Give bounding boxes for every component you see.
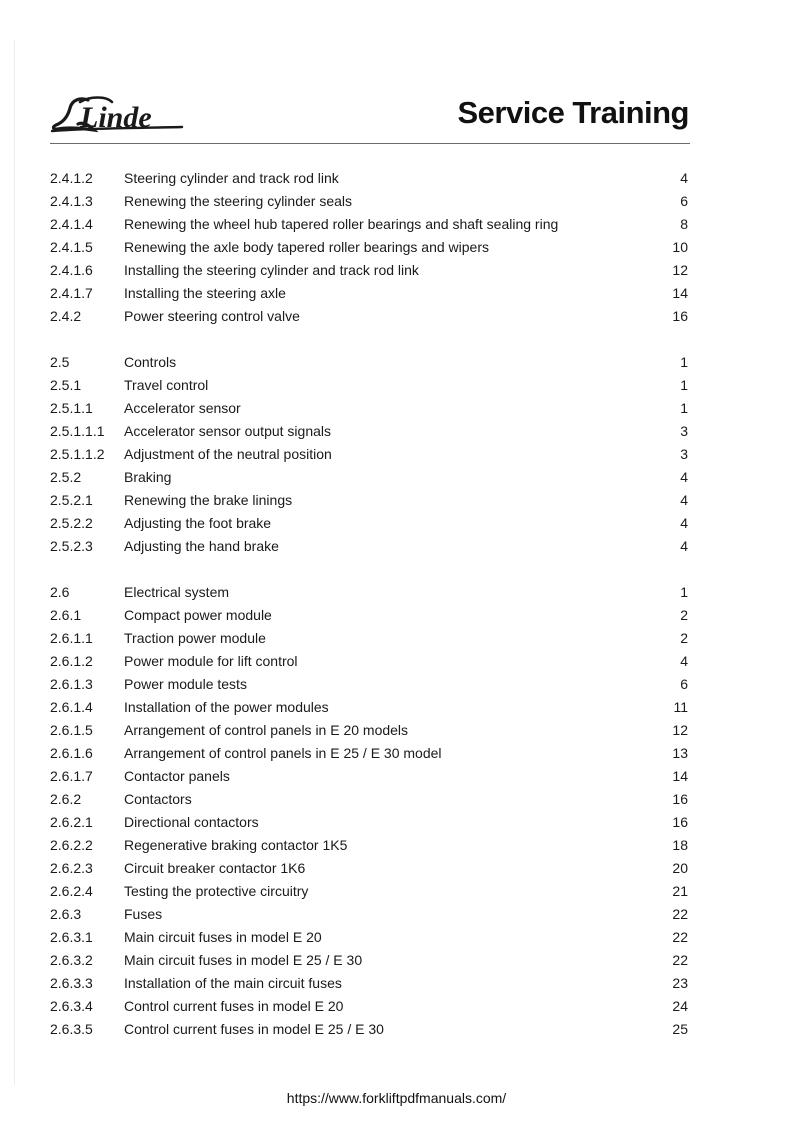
- toc-page: 3: [680, 446, 688, 462]
- toc-title: Power steering control valve: [124, 308, 300, 324]
- toc-entry: [50, 604, 690, 627]
- toc-page: 6: [680, 676, 688, 692]
- toc-title: Fuses: [124, 906, 163, 922]
- toc-title: Control current fuses in model E 25 / E 30: [124, 1021, 384, 1037]
- toc-number: 2.6.1.4: [50, 699, 93, 715]
- toc-number: 2.4.1.6: [50, 262, 93, 278]
- toc-entry: [50, 811, 690, 834]
- toc-number: 2.5.2.2: [50, 515, 93, 531]
- toc-page: 4: [680, 469, 688, 485]
- toc-number: 2.4.1.7: [50, 285, 93, 301]
- toc-title: Power module for lift control: [124, 653, 298, 669]
- toc-number: 2.5.2.1: [50, 492, 93, 508]
- toc-number: 2.6.1.7: [50, 768, 93, 784]
- toc-entry: [50, 581, 690, 604]
- toc-title: Steering cylinder and track rod link: [124, 170, 339, 186]
- toc-title: Contactors: [124, 791, 192, 807]
- toc-entry: [50, 765, 690, 788]
- toc-entry: [50, 305, 690, 328]
- toc-page: 4: [680, 515, 688, 531]
- toc-entry: [50, 351, 690, 374]
- page-edge-line: [14, 40, 15, 1085]
- toc-entry: [50, 236, 690, 259]
- toc-number: 2.5.1: [50, 377, 82, 393]
- toc-page: 22: [672, 906, 688, 922]
- toc-entry: [50, 972, 690, 995]
- table-of-contents: [50, 167, 690, 1064]
- toc-entry: [50, 397, 690, 420]
- toc-title: Installing the steering axle: [124, 285, 286, 301]
- page-header: [50, 92, 690, 142]
- toc-title: Travel control: [124, 377, 209, 393]
- toc-number: 2.6.3.3: [50, 975, 93, 991]
- toc-number: 2.6.1.3: [50, 676, 93, 692]
- toc-entry: [50, 466, 690, 489]
- toc-number: 2.6.1: [50, 607, 82, 623]
- toc-title: Accelerator sensor output signals: [124, 423, 331, 439]
- toc-entry: [50, 788, 690, 811]
- toc-number: 2.4.1.4: [50, 216, 93, 232]
- toc-title: Main circuit fuses in model E 20: [124, 929, 322, 945]
- svg-text:Linde: Linde: [80, 101, 152, 134]
- toc-entry: [50, 742, 690, 765]
- toc-number: 2.6.3: [50, 906, 82, 922]
- toc-title: Power module tests: [124, 676, 247, 692]
- toc-title: Installing the steering cylinder and track rod link: [124, 262, 419, 278]
- toc-number: 2.4.1.3: [50, 193, 93, 209]
- toc-title: Circuit breaker contactor 1K6: [124, 860, 306, 876]
- toc-title: Installation of the main circuit fuses: [124, 975, 342, 991]
- toc-number: 2.6.2.1: [50, 814, 93, 830]
- toc-page: 6: [680, 193, 688, 209]
- toc-page: 1: [680, 377, 688, 393]
- toc-entry: [50, 650, 690, 673]
- toc-page: 14: [672, 768, 688, 784]
- toc-page: 16: [672, 308, 688, 324]
- toc-number: 2.6.3.5: [50, 1021, 93, 1037]
- toc-entry: [50, 673, 690, 696]
- toc-entry: [50, 512, 690, 535]
- toc-page: 12: [672, 262, 688, 278]
- toc-page: 20: [672, 860, 688, 876]
- toc-number: 2.6.1.2: [50, 653, 93, 669]
- toc-page: 11: [673, 699, 688, 715]
- toc-entry: [50, 190, 690, 213]
- toc-title: Contactor panels: [124, 768, 230, 784]
- toc-entry: [50, 489, 690, 512]
- toc-title: Controls: [124, 354, 177, 370]
- toc-entry: [50, 949, 690, 972]
- toc-title: Directional contactors: [124, 814, 259, 830]
- toc-entry: [50, 420, 690, 443]
- toc-entry: [50, 903, 690, 926]
- toc-title: Regenerative braking contactor 1K5: [124, 837, 348, 853]
- toc-title: Accelerator sensor: [124, 400, 241, 416]
- toc-page: 23: [672, 975, 688, 991]
- toc-page: 8: [680, 216, 688, 232]
- toc-title: Renewing the steering cylinder seals: [124, 193, 353, 209]
- toc-page: 2: [680, 607, 688, 623]
- toc-entry: [50, 857, 690, 880]
- toc-page: 4: [680, 538, 688, 554]
- toc-entry: [50, 834, 690, 857]
- toc-number: 2.6.2.3: [50, 860, 93, 876]
- toc-title: Arrangement of control panels in E 25 / E 30 model: [124, 745, 442, 761]
- toc-title: Arrangement of control panels in E 20 models: [124, 722, 409, 738]
- toc-title: Electrical system: [124, 584, 230, 600]
- toc-title: Control current fuses in model E 20: [124, 998, 344, 1014]
- page-title: Service Training: [457, 95, 689, 130]
- footer-url-link[interactable]: https://www.forkliftpdfmanuals.com/: [286, 1090, 507, 1106]
- toc-entry: [50, 167, 690, 190]
- toc-entry: [50, 374, 690, 397]
- toc-entry: [50, 443, 690, 466]
- toc-page: 1: [680, 354, 688, 370]
- toc-title: Main circuit fuses in model E 25 / E 30: [124, 952, 363, 968]
- toc-page: 13: [672, 745, 688, 761]
- toc-title: Braking: [124, 469, 172, 485]
- toc-page: 22: [672, 929, 688, 945]
- toc-number: 2.5.1.1.2: [50, 446, 105, 462]
- toc-page: 14: [672, 285, 688, 301]
- toc-entry: [50, 213, 690, 236]
- toc-page: 16: [672, 791, 688, 807]
- toc-group: [50, 167, 690, 328]
- toc-entry: [50, 1018, 690, 1041]
- toc-number: 2.6.3.4: [50, 998, 93, 1014]
- toc-number: 2.6.1.1: [50, 630, 93, 646]
- toc-entry: [50, 535, 690, 558]
- header-divider: [50, 143, 690, 144]
- toc-number: 2.5.1.1.1: [50, 423, 105, 439]
- toc-page: 18: [672, 837, 688, 853]
- toc-page: 1: [680, 400, 688, 416]
- toc-entry: [50, 926, 690, 949]
- toc-number: 2.4.2: [50, 308, 82, 324]
- toc-page: 3: [680, 423, 688, 439]
- toc-title: Renewing the axle body tapered roller bearings and wipers: [124, 239, 489, 255]
- toc-title: Adjusting the hand brake: [124, 538, 279, 554]
- toc-entry: [50, 719, 690, 742]
- toc-title: Compact power module: [124, 607, 272, 623]
- toc-page: 2: [680, 630, 688, 646]
- toc-number: 2.6.3.2: [50, 952, 93, 968]
- toc-entry: [50, 282, 690, 305]
- toc-number: 2.4.1.5: [50, 239, 93, 255]
- toc-entry: [50, 995, 690, 1018]
- toc-number: 2.4.1.2: [50, 170, 93, 186]
- toc-title: Renewing the wheel hub tapered roller bearings and shaft sealing ring: [124, 216, 559, 232]
- toc-entry: [50, 696, 690, 719]
- toc-page: 10: [672, 239, 688, 255]
- toc-number: 2.6.3.1: [50, 929, 93, 945]
- toc-entry: [50, 627, 690, 650]
- toc-number: 2.5: [50, 354, 70, 370]
- toc-number: 2.6.2.2: [50, 837, 93, 853]
- toc-page: 22: [672, 952, 688, 968]
- toc-number: 2.6.2.4: [50, 883, 93, 899]
- toc-number: 2.6: [50, 584, 70, 600]
- toc-title: Installation of the power modules: [124, 699, 329, 715]
- linde-logo: [50, 94, 190, 134]
- toc-page: 4: [680, 492, 688, 508]
- toc-title: Traction power module: [124, 630, 266, 646]
- toc-page: 4: [680, 170, 688, 186]
- toc-page: 16: [672, 814, 688, 830]
- toc-number: 2.6.1.6: [50, 745, 93, 761]
- toc-number: 2.5.2: [50, 469, 82, 485]
- toc-page: 4: [680, 653, 688, 669]
- toc-title: Testing the protective circuitry: [124, 883, 309, 899]
- toc-number: 2.5.1.1: [50, 400, 93, 416]
- toc-page: 25: [672, 1021, 688, 1037]
- toc-entry: [50, 259, 690, 282]
- toc-title: Renewing the brake linings: [124, 492, 293, 508]
- toc-number: 2.5.2.3: [50, 538, 93, 554]
- toc-number: 2.6.1.5: [50, 722, 93, 738]
- toc-title: Adjustment of the neutral position: [124, 446, 332, 462]
- toc-page: 24: [672, 998, 688, 1014]
- toc-page: 1: [680, 584, 688, 600]
- toc-title: Adjusting the foot brake: [124, 515, 272, 531]
- toc-page: 12: [672, 722, 688, 738]
- toc-number: 2.6.2: [50, 791, 82, 807]
- toc-group: [50, 351, 690, 558]
- toc-page: 21: [672, 883, 688, 899]
- toc-entry: [50, 880, 690, 903]
- toc-group: [50, 581, 690, 1041]
